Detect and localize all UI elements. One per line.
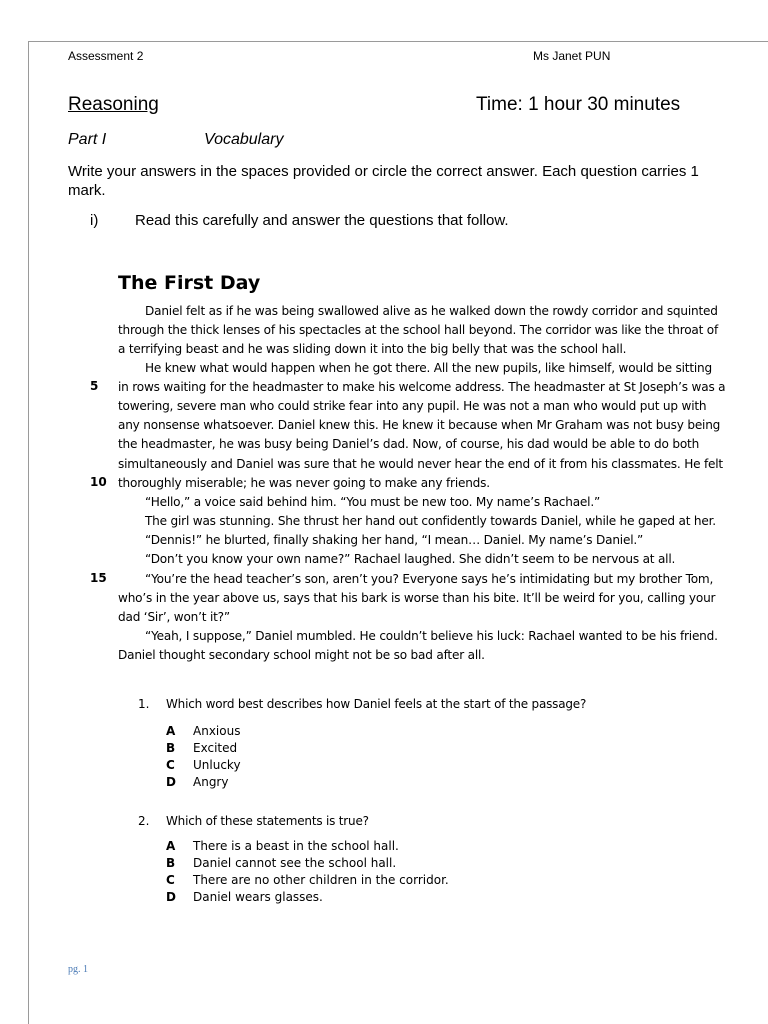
- option-text: There are no other children in the corridor.: [193, 873, 449, 887]
- passage-line: who’s in the year above us, says that his bark is worse than his bite. It’ll be weird for you, calling your: [118, 591, 716, 605]
- header-teacher: Ms Janet PUN: [533, 49, 611, 63]
- option-letter: C: [166, 758, 175, 772]
- page-title: Reasoning: [68, 94, 159, 115]
- answer-option[interactable]: [166, 890, 323, 904]
- answer-option[interactable]: [166, 775, 228, 789]
- answer-option[interactable]: [166, 839, 399, 853]
- question-text: Which of these statements is true?: [166, 814, 369, 828]
- option-letter: C: [166, 873, 175, 887]
- passage-line: the headmaster, he was busy being Daniel’s dad. Now, of course, his dad would be able to do both: [118, 437, 700, 451]
- option-text: Angry: [193, 775, 229, 789]
- passage-line: “Yeah, I suppose,” Daniel mumbled. He couldn’t believe his luck: Rachael wanted to be his friend.: [145, 629, 718, 643]
- passage-line: in rows waiting for the headmaster to make his welcome address. The headmaster at St Joseph’s was a: [118, 380, 726, 394]
- option-text: Excited: [193, 741, 238, 755]
- passage-line: “You’re the head teacher’s son, aren’t you? Everyone says he’s intimidating but my brother Tom,: [145, 572, 714, 586]
- option-letter: A: [166, 724, 176, 738]
- passage-line: The girl was stunning. She thrust her hand out confidently towards Daniel, while he gaped at her.: [145, 514, 716, 528]
- option-letter: A: [166, 839, 176, 853]
- passage-line: Daniel thought secondary school might not be so bad after all.: [118, 648, 485, 662]
- section-instruction: Read this carefully and answer the questions that follow.: [135, 212, 509, 229]
- option-text: Anxious: [193, 724, 241, 738]
- passage-line: Daniel felt as if he was being swallowed alive as he walked down the rowdy corridor and squinted: [145, 304, 718, 318]
- answer-option[interactable]: [166, 724, 240, 738]
- passage-line: He knew what would happen when he got there. All the new pupils, like himself, would be sitting: [145, 361, 712, 375]
- question-number: 1.: [138, 697, 150, 711]
- line-number: 10: [90, 475, 107, 489]
- option-letter: D: [166, 890, 176, 904]
- header-assessment: Assessment 2: [68, 49, 144, 63]
- option-text: Unlucky: [193, 758, 241, 772]
- answer-option[interactable]: [166, 741, 237, 755]
- option-letter: D: [166, 775, 176, 789]
- option-text: There is a beast in the school hall.: [193, 839, 399, 853]
- page-border-top: [28, 41, 768, 42]
- passage-line: simultaneously and Daniel was sure that he would never hear the end of it from his classmates. He felt: [118, 457, 723, 471]
- line-number: 15: [90, 571, 107, 585]
- passage-line: a terrifying beast and he was sliding down it into the big belly that was the school hall.: [118, 342, 627, 356]
- passage-line: “Don’t you know your own name?” Rachael laughed. She didn’t seem to be nervous at all.: [145, 552, 676, 566]
- answer-option[interactable]: [166, 758, 241, 772]
- option-text: Daniel wears glasses.: [193, 890, 323, 904]
- passage-line: through the thick lenses of his spectacles at the school hall beyond. The corridor was like the throat of: [118, 323, 719, 337]
- option-text: Daniel cannot see the school hall.: [193, 856, 397, 870]
- question-text: Which word best describes how Daniel feels at the start of the passage?: [166, 697, 587, 711]
- passage-line: any nonsense whatsoever. Daniel knew this. He knew it because when Mr Graham was not busy being: [118, 418, 721, 432]
- passage-line: towering, severe man who could strike fear into any pupil. He was not a man who would put up with: [118, 399, 707, 413]
- page-border-left: [28, 41, 29, 1024]
- part-number: Part I: [68, 131, 107, 148]
- passage-line: thoroughly miserable; he was never going to make any friends.: [118, 476, 490, 490]
- passage-title: The First Day: [118, 272, 261, 294]
- passage-line: dad ‘Sir’, won’t it?”: [118, 610, 230, 624]
- answer-option[interactable]: [166, 856, 396, 870]
- section-numeral: i): [90, 212, 99, 229]
- question-number: 2.: [138, 814, 150, 828]
- instructions: Write your answers in the spaces provided or circle the correct answer. Each question carries 1 mark.: [68, 163, 699, 199]
- passage-line: “Dennis!” he blurted, finally shaking her hand, “I mean… Daniel. My name’s Daniel.”: [145, 533, 644, 547]
- page-number: pg. 1: [68, 964, 88, 975]
- line-number: 5: [90, 379, 99, 393]
- option-letter: B: [166, 856, 176, 870]
- answer-option[interactable]: [166, 873, 449, 887]
- time-limit: Time: 1 hour 30 minutes: [476, 94, 681, 115]
- part-name: Vocabulary: [204, 131, 284, 148]
- option-letter: B: [166, 741, 176, 755]
- passage-line: “Hello,” a voice said behind him. “You must be new too. My name’s Rachael.”: [145, 495, 601, 509]
